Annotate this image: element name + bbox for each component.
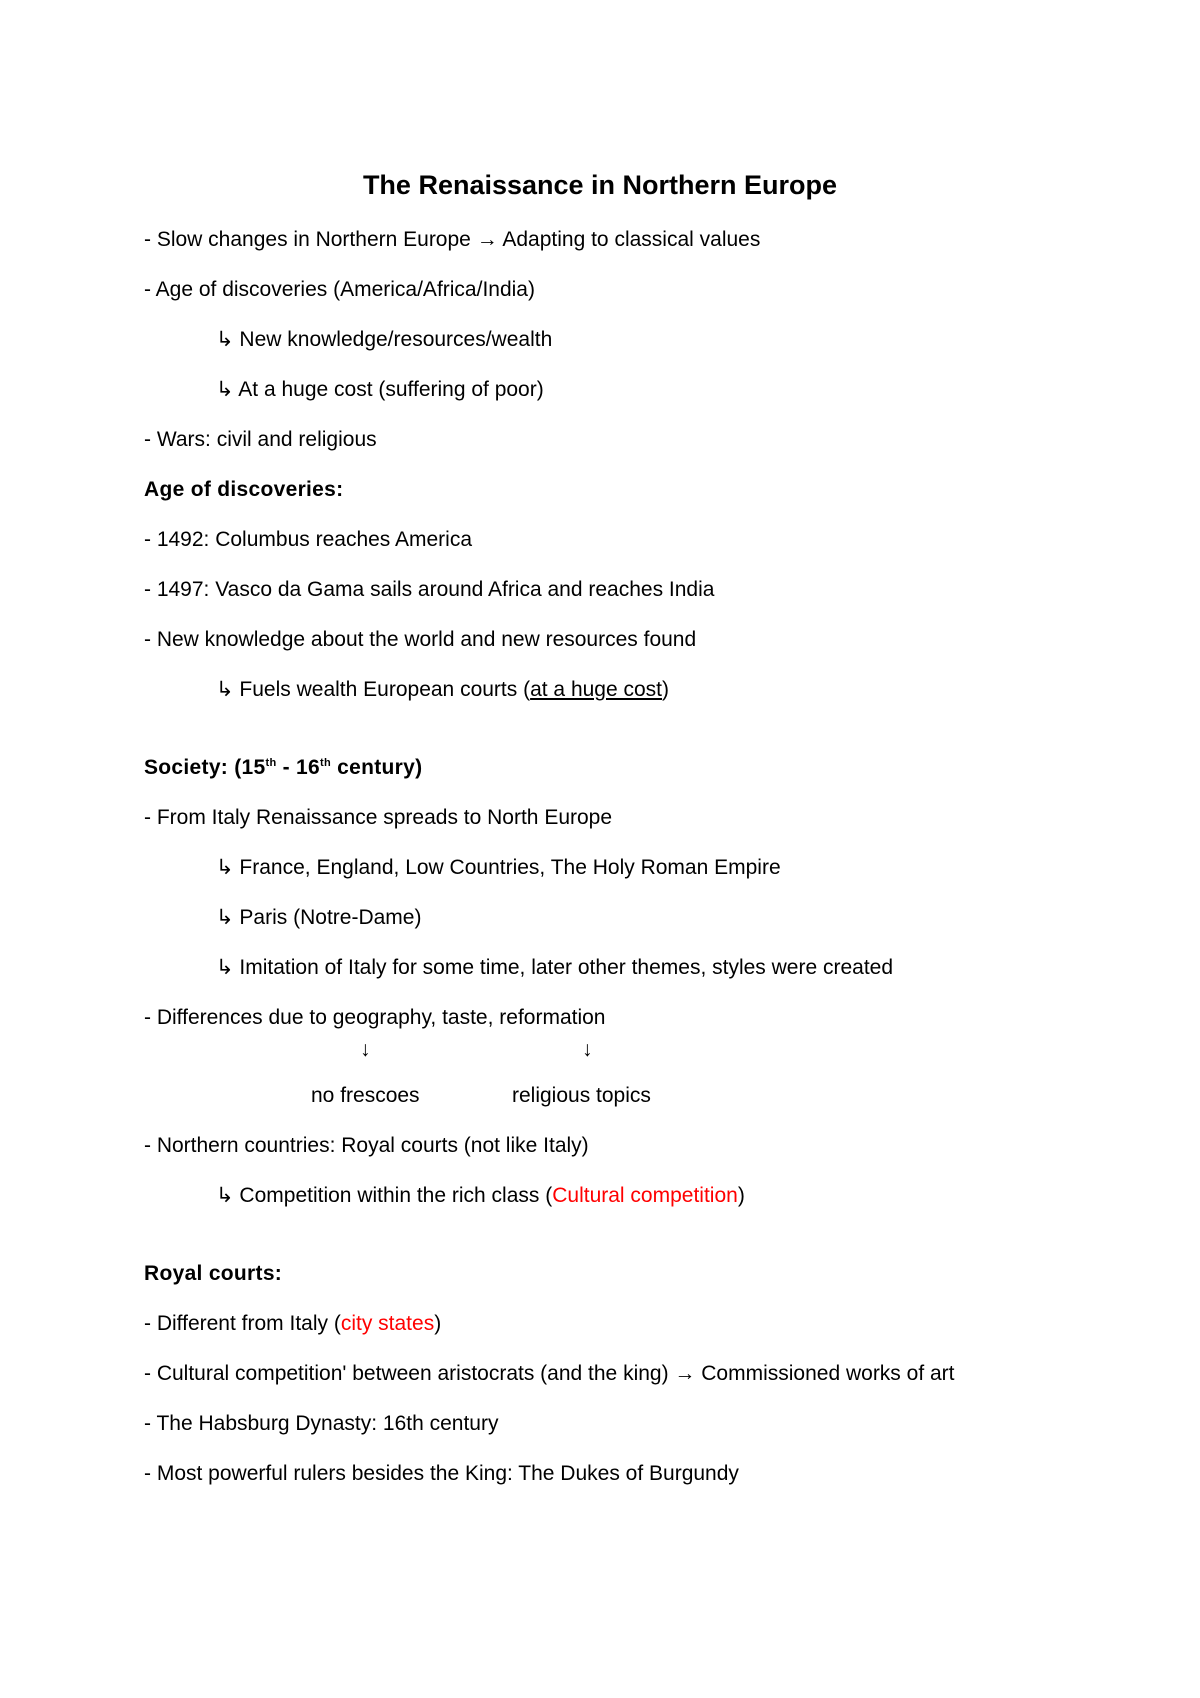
intro-line-1: - Slow changes in Northern Europe → Adapting to classical values xyxy=(144,228,761,251)
society-line-2: - Differences due to geography, taste, reformation xyxy=(144,1006,606,1029)
page-title: The Renaissance in Northern Europe xyxy=(362,170,838,200)
heading-royal-courts: Royal courts: xyxy=(144,1262,283,1285)
red-highlight-text: Cultural competition xyxy=(552,1184,738,1207)
royal-line-3: - The Habsburg Dynasty: 16th century xyxy=(144,1412,499,1435)
society-sub-1: ↳ France, England, Low Countries, The Holy Roman Empire xyxy=(216,856,781,879)
down-arrow-icon: ↓ xyxy=(360,1038,371,1061)
discoveries-item-3: - New knowledge about the world and new resources found xyxy=(144,628,697,651)
society-sub-3: ↳ Imitation of Italy for some time, later other themes, styles were created xyxy=(216,956,894,979)
intro-sub-2: ↳ At a huge cost (suffering of poor) xyxy=(216,378,544,401)
intro-line-2: - Age of discoveries (America/Africa/India) xyxy=(144,278,535,301)
heading-discoveries: Age of discoveries: xyxy=(144,478,344,501)
society-line-1: - From Italy Renaissance spreads to North Europe xyxy=(144,806,613,829)
royal-line-4: - Most powerful rulers besides the King: The Dukes of Burgundy xyxy=(144,1462,739,1485)
society-sub-last: ↳ Competition within the rich class (Cultural competition) xyxy=(216,1184,745,1207)
royal-line-1: - Different from Italy (city states) xyxy=(144,1312,442,1335)
discoveries-item-2: - 1497: Vasco da Gama sails around Africa and reaches India xyxy=(144,578,715,601)
discoveries-sub: ↳ Fuels wealth European courts (at a huge cost) xyxy=(216,678,670,701)
note-no-frescoes: no frescoes xyxy=(311,1084,420,1107)
royal-line-2: - Cultural competition' between aristocrats (and the king) → Commissioned works of art xyxy=(144,1362,955,1385)
down-arrow-icon: ↓ xyxy=(582,1038,593,1061)
society-line-3: - Northern countries: Royal courts (not like Italy) xyxy=(144,1134,589,1157)
right-arrow-icon: → xyxy=(476,228,498,251)
discoveries-item-1: - 1492: Columbus reaches America xyxy=(144,528,472,551)
red-highlight-text: city states xyxy=(340,1312,435,1335)
intro-line-3: - Wars: civil and religious xyxy=(144,428,377,451)
note-religious-topics: religious topics xyxy=(512,1084,651,1107)
society-sub-2: ↳ Paris (Notre-Dame) xyxy=(216,906,422,929)
intro-sub-1: ↳ New knowledge/resources/wealth xyxy=(216,328,553,351)
heading-society: Society: (15th - 16th century) xyxy=(144,756,423,779)
underlined-text: at a huge cost xyxy=(530,678,663,701)
